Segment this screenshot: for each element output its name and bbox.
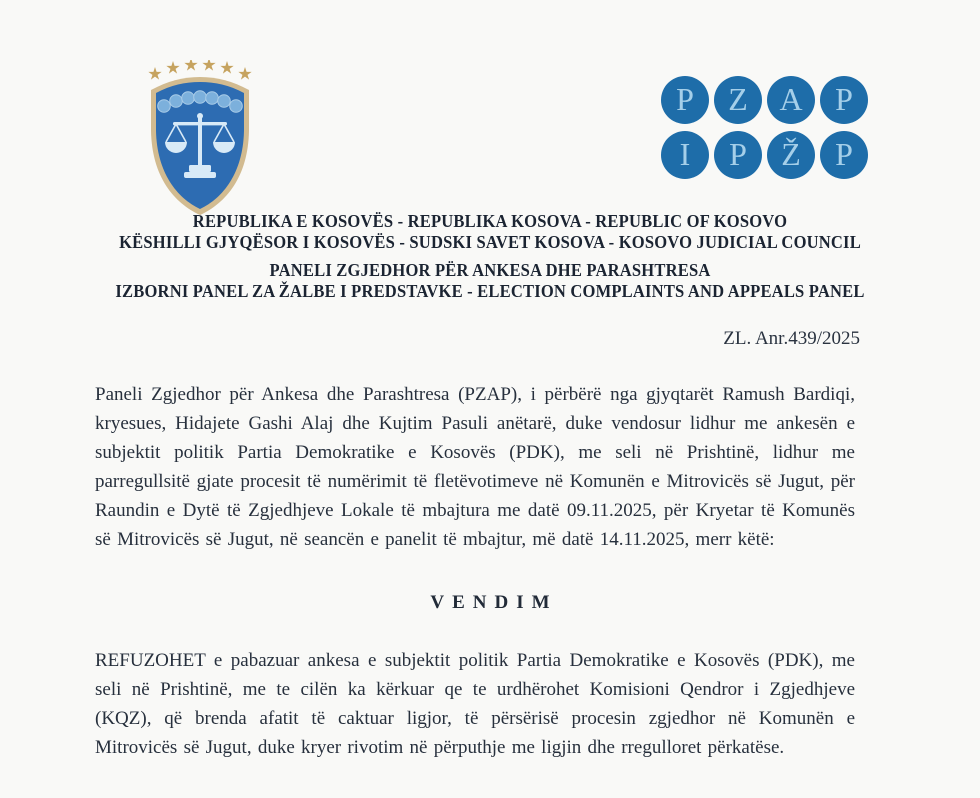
logo-letter: Ž xyxy=(781,136,801,172)
logo-circle xyxy=(820,131,868,179)
logo-circle xyxy=(767,131,815,179)
logo-letter: I xyxy=(679,136,691,172)
header-panel-translation-line: IZBORNI PANEL ZA ŽALBE I PREDSTAVKE - ELECTION COMPLAINTS AND APPEALS PANEL xyxy=(115,281,865,301)
header-panel-line: PANELI ZGJEDHOR PËR ANKESA DHE PARASHTRESA xyxy=(269,260,711,280)
emblem-stars xyxy=(148,60,251,80)
logo-letter: Z xyxy=(728,81,748,117)
intro-paragraph: Paneli Zgjedhor për Ankesa dhe Parashtresa (PZAP), i përbërë nga gjyqtarët Ramush Bardiqi, kryesues, Hidajete Gashi Alaj dhe Kujtim Pasuli anëtarë, duke vendosur lidhur me ankesën e subjektit politik Partia Demokratike e Kosovës (PDK), me seli në Prishtinë, lidhur me parregullsitë gjate procesit të numërimit të fletëvotimeve në Komunën e Mitrovicës së Jugut, për Raundin e Dytë të Zgjedhjeve Lokale të mbajtura me datë 09.11.2025, për Kryetar të Komunës së Mitrovicës së Jugut, në seancën e panelit të mbajtur, më datë 14.11.2025, merr këtë: xyxy=(95,384,855,550)
decision-paragraph: REFUZOHET e pabazuar ankesa e subjektit politik Partia Demokratike e Kosovës (PDK), me seli në Prishtinë, me te cilën ka kërkuar qe te urdhërohet Komisioni Qendror i Zgjedhjeve (KQZ), që brenda afatit të caktuar ligjor, të përsërisë procesin zgjedhor në Komunën e Mitrovicës së Jugut, duke kryer rivotim në përputhje me ligjin dhe rregulloret përkatëse. xyxy=(95,650,855,758)
pzap-logo xyxy=(661,76,868,179)
logo-letter: A xyxy=(779,81,803,117)
case-number: ZL. Anr.439/2025 xyxy=(723,328,860,349)
logo-circle xyxy=(714,76,762,124)
decision-heading: VENDIM xyxy=(430,592,558,613)
header-republic-line: REPUBLIKA E KOSOVËS - REPUBLIKA KOSOVA - REPUBLIC OF KOSOVO xyxy=(192,211,788,231)
logo-circle xyxy=(661,76,709,124)
logo-letter: P xyxy=(835,136,853,172)
kosovo-judicial-emblem xyxy=(138,60,262,216)
logo-letter: P xyxy=(676,81,694,117)
pzap-logo-row-top xyxy=(661,76,868,124)
logo-circle xyxy=(714,131,762,179)
document-header xyxy=(39,211,941,302)
logo-letter: P xyxy=(835,81,853,117)
header-judicial-council-line: KËSHILLI GJYQËSOR I KOSOVËS - SUDSKI SAVET KOSOVA - KOSOVO JUDICIAL COUNCIL xyxy=(119,232,861,252)
logo-circle xyxy=(661,131,709,179)
shield-scales-icon xyxy=(138,60,262,216)
pzap-logo-row-bottom xyxy=(661,131,868,179)
logo-letter: P xyxy=(729,136,747,172)
logo-circle xyxy=(767,76,815,124)
logo-circle xyxy=(820,76,868,124)
